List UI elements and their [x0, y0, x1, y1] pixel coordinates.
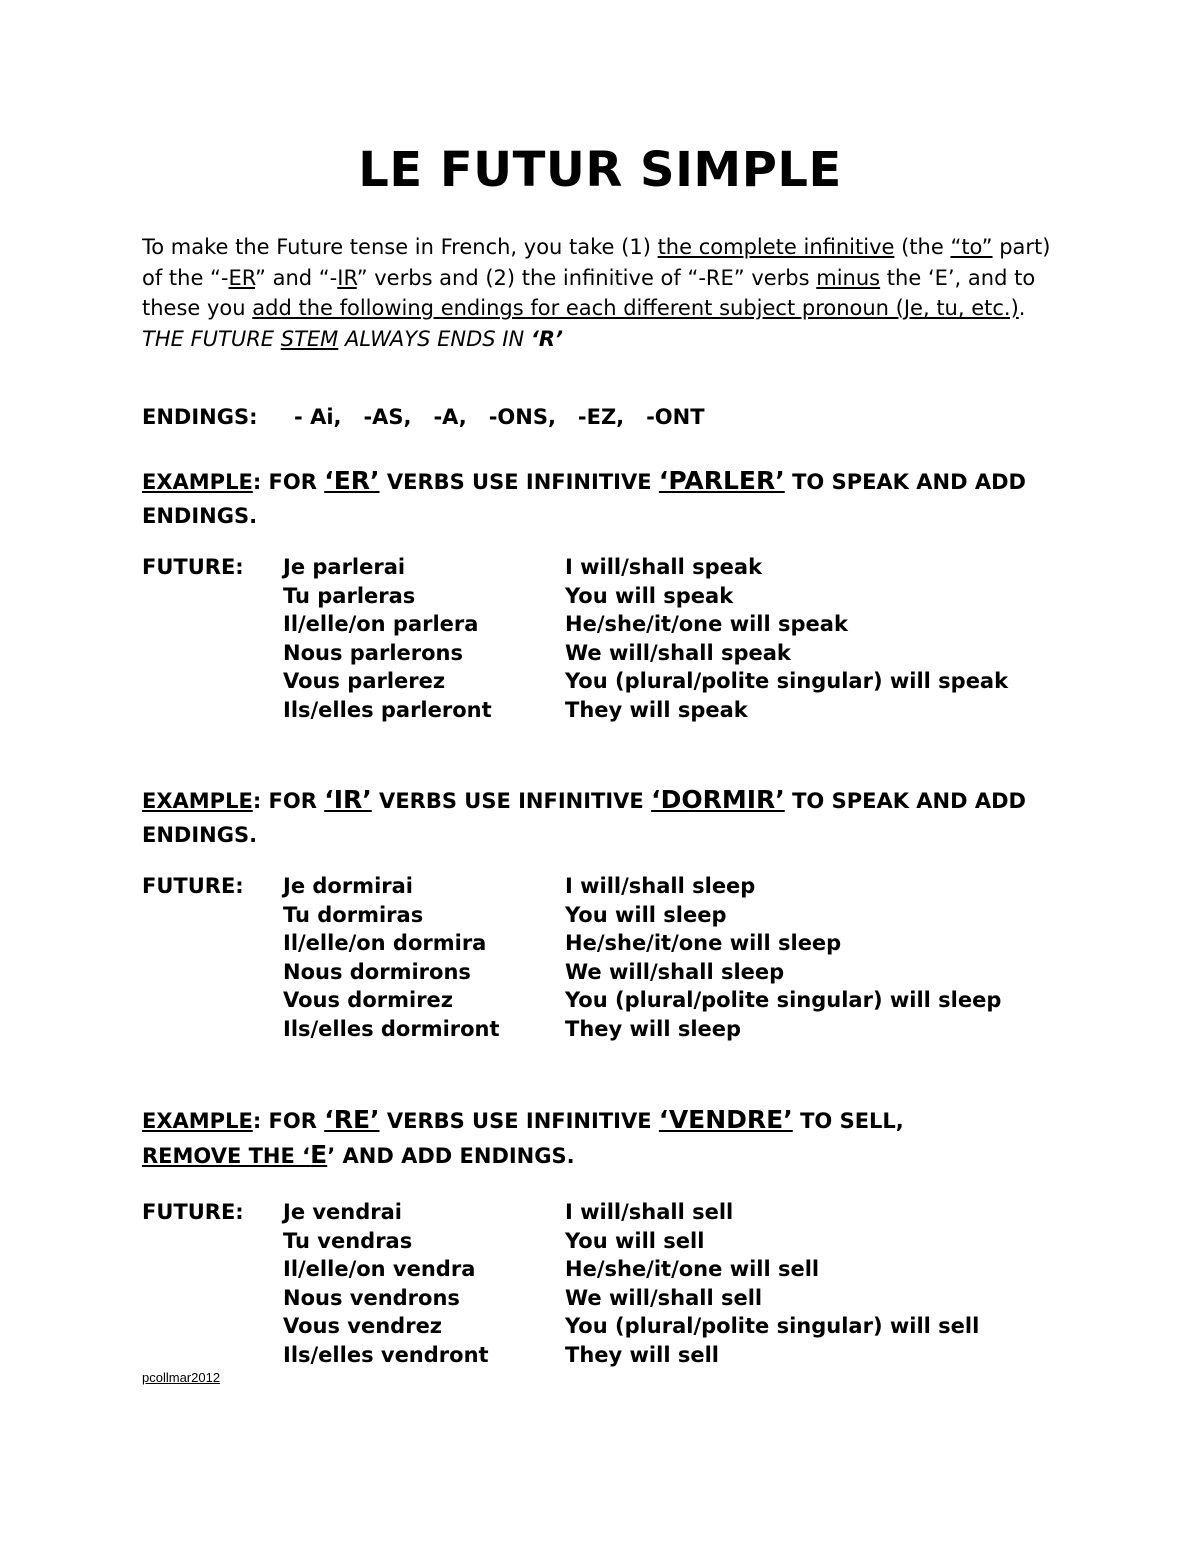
english-translation: You will sell	[565, 1228, 705, 1253]
example-heading-er	[142, 464, 1072, 533]
french-form: Nous vendrons	[283, 1285, 460, 1310]
infinitive: ‘VENDRE’	[658, 1105, 793, 1134]
english-translation: We will/shall sell	[565, 1285, 763, 1310]
intro-text: the ‘E’, and to these you	[142, 265, 1036, 320]
intro-text: part) of the “-	[142, 235, 1051, 290]
intro-text: ” verbs and (2) the infinitive of “-RE” verbs	[356, 265, 817, 290]
intro-text: (the	[894, 235, 951, 259]
example-text: VERBS USE INFINITIVE	[371, 789, 652, 813]
french-form: Vous parlerez	[283, 669, 446, 693]
example-text: TO SELL,	[792, 1109, 904, 1133]
french-form: Il/elle/on vendra	[283, 1257, 476, 1281]
infinitive: ‘PARLER’	[658, 466, 785, 495]
french-form: Ils/elles parleront	[283, 697, 492, 722]
french-form: Vous dormirez	[283, 988, 454, 1012]
english-translation: He/she/it/one will sleep	[565, 931, 842, 955]
intro-text: To make the Future tense in French, you take (1)	[142, 235, 658, 259]
english-translation: He/she/it/one will sell	[565, 1257, 820, 1281]
english-translation: They will sleep	[565, 1016, 742, 1041]
endings-line: ENDINGS: - Ai, -AS, -A, -ONS, -EZ, -ONT	[142, 405, 705, 429]
intro-underline: “to”	[950, 235, 993, 259]
intro-underline: minus	[816, 265, 881, 290]
english-translation: I will/shall sell	[565, 1200, 734, 1224]
verb-type: ‘IR’	[324, 785, 372, 814]
example-text: : FOR	[252, 470, 325, 494]
english-translation: I will/shall speak	[565, 555, 763, 579]
english-translation: You will speak	[565, 583, 734, 608]
french-form: Ils/elles vendront	[283, 1342, 489, 1367]
french-form: Je dormirai	[283, 874, 413, 898]
example-heading-ir	[142, 783, 1072, 852]
remove-text: REMOVE THE ‘	[142, 1144, 311, 1168]
french-form: Nous parlerons	[283, 640, 463, 665]
future-label: FUTURE:	[142, 555, 244, 579]
intro-italic: ALWAYS ENDS IN	[338, 326, 531, 351]
intro-underline: add the following endings for each different subject pronoun (Je, tu, etc.)	[252, 296, 1019, 320]
example-text: VERBS USE INFINITIVE	[379, 1109, 659, 1133]
english-translation: You (plural/polite singular) will sell	[565, 1314, 980, 1338]
intro-italic-bold: ‘R’	[530, 326, 563, 351]
french-form: Tu dormiras	[283, 902, 424, 927]
remove-letter: E	[310, 1140, 328, 1169]
french-form: Je vendrai	[283, 1200, 403, 1224]
intro-italic-underline: STEM	[280, 326, 339, 351]
future-label: FUTURE:	[142, 1200, 244, 1224]
french-form: Je parlerai	[283, 555, 406, 579]
english-translation: We will/shall speak	[565, 640, 791, 665]
example-label: EXAMPLE	[142, 789, 253, 813]
english-translation: They will sell	[565, 1342, 719, 1367]
verb-type: ‘ER’	[324, 466, 380, 495]
english-translation: We will/shall sleep	[565, 959, 785, 984]
footer-credit: pcollmar2012	[142, 1370, 221, 1385]
intro-underline: the complete infinitive	[657, 235, 895, 259]
intro-text: ” and “-	[255, 265, 338, 290]
future-label: FUTURE:	[142, 874, 244, 898]
example-text: : FOR	[252, 789, 325, 813]
example-text: TO SPEAK AND ADD ENDINGS.	[142, 789, 1026, 847]
example-text: VERBS USE INFINITIVE	[379, 470, 659, 494]
example-label: EXAMPLE	[142, 1109, 253, 1133]
example-heading-re	[142, 1103, 1072, 1173]
intro-underline: ER	[228, 265, 256, 290]
french-form: Il/elle/on dormira	[283, 931, 487, 955]
french-form: Tu vendras	[283, 1228, 413, 1253]
verb-type: ‘RE’	[324, 1105, 380, 1134]
example-text: TO SPEAK AND ADD ENDINGS.	[142, 470, 1026, 528]
french-form: Il/elle/on parlera	[283, 612, 479, 636]
english-translation: You (plural/polite singular) will sleep	[565, 988, 1002, 1012]
french-form: Ils/elles dormiront	[283, 1016, 500, 1041]
example-text: ’ AND ADD ENDINGS.	[327, 1144, 575, 1168]
example-text: : FOR	[252, 1109, 325, 1133]
page-title: LE FUTUR SIMPLE	[358, 142, 842, 198]
english-translation: You (plural/polite singular) will speak	[565, 669, 1009, 693]
english-translation: You will sleep	[565, 902, 727, 927]
intro-text: .	[1018, 296, 1026, 320]
intro-italic: THE FUTURE	[142, 326, 281, 351]
french-form: Tu parleras	[283, 583, 416, 608]
english-translation: He/she/it/one will speak	[565, 612, 848, 636]
french-form: Nous dormirons	[283, 959, 471, 984]
english-translation: I will/shall sleep	[565, 874, 756, 898]
english-translation: They will speak	[565, 697, 748, 722]
example-label: EXAMPLE	[142, 470, 253, 494]
intro-paragraph	[142, 232, 1062, 354]
intro-underline: IR	[337, 265, 357, 290]
infinitive: ‘DORMIR’	[651, 785, 785, 814]
french-form: Vous vendrez	[283, 1314, 443, 1338]
